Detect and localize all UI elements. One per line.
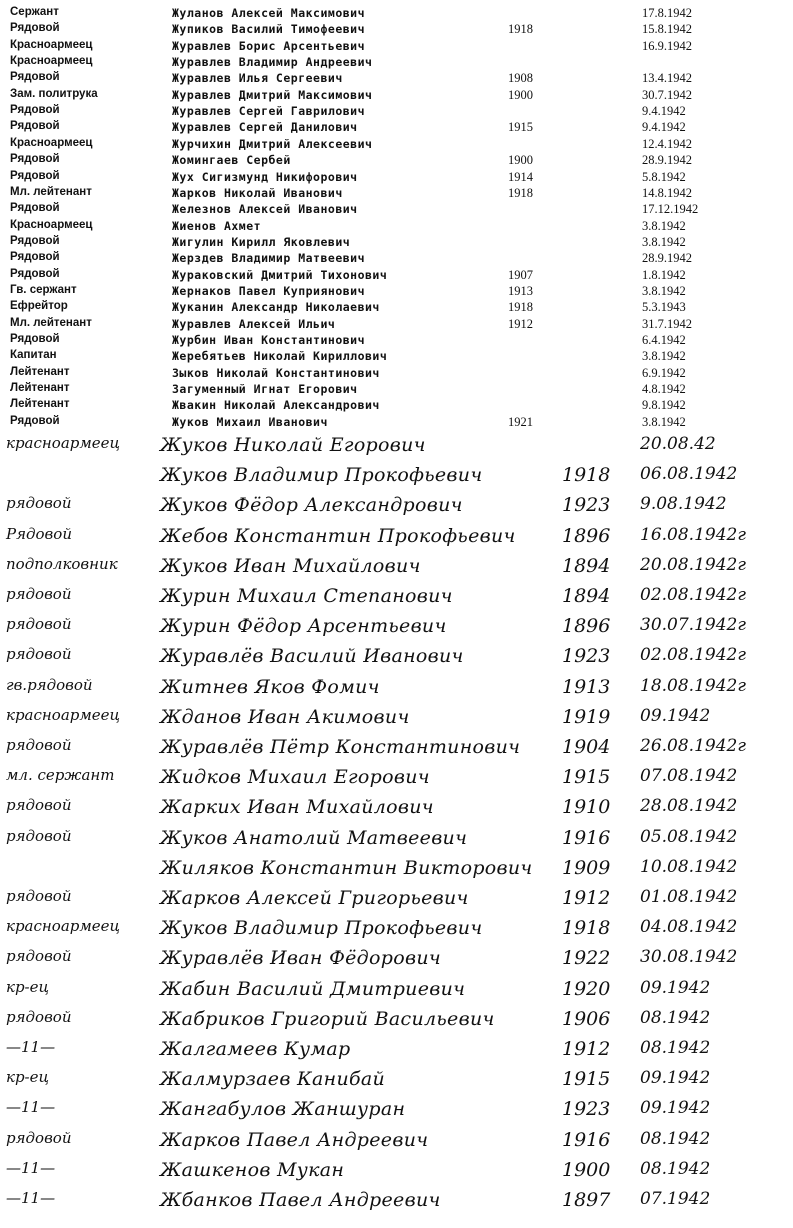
year-cell: 1916 (562, 1128, 611, 1151)
name-cell: Жарких Иван Михайлович (160, 796, 434, 819)
date-cell: 10.08.1942 (640, 856, 738, 877)
date-cell: 9.8.1942 (642, 398, 686, 413)
name-cell: Жбанков Павел Андреевич (160, 1189, 441, 1211)
rank-cell: —11— (6, 1189, 56, 1207)
rank-cell: мл. сержант (6, 766, 115, 785)
date-cell: 16.08.1942г (640, 524, 746, 545)
year-cell: 1910 (562, 796, 611, 819)
name-cell: Жуков Николай Егорович (160, 434, 426, 456)
date-cell: 9.4.1942 (642, 104, 686, 119)
name-cell: Жарков Николай Иванович (172, 185, 343, 200)
year-cell: 1915 (562, 766, 611, 789)
rank-cell: Гв. сержант (10, 283, 77, 296)
rank-cell: гв.рядовой (6, 675, 93, 694)
date-cell: 14.8.1942 (642, 185, 692, 200)
name-cell: Жупиков Василий Тимофеевич (172, 22, 366, 37)
year-cell: 1915 (508, 120, 533, 135)
name-cell: Жерздев Владимир Матвеевич (172, 251, 366, 266)
year-cell: 1894 (562, 585, 611, 607)
rank-cell: рядовой (6, 494, 72, 513)
year-cell: 1913 (562, 675, 611, 698)
rank-cell: Красноармеец (10, 38, 93, 51)
rank-cell: Рядовой (10, 71, 60, 84)
date-cell: 6.9.1942 (642, 365, 686, 380)
date-cell: 5.3.1943 (642, 300, 686, 315)
rank-cell: —11— (6, 1038, 56, 1056)
date-cell: 4.8.1942 (642, 382, 686, 397)
date-cell: 1.8.1942 (642, 267, 686, 282)
rank-cell: Сержант (10, 6, 59, 18)
rank-cell: Рядовой (10, 153, 60, 166)
rank-cell: Лейтенант (10, 398, 70, 411)
date-cell: 30.7.1942 (642, 87, 692, 102)
name-cell: Жидков Михаил Егорович (160, 766, 430, 789)
name-cell: Жданов Иван Акимович (160, 705, 410, 728)
date-cell: 3.8.1942 (642, 283, 686, 298)
date-cell: 08.1942 (640, 1158, 711, 1179)
year-cell: 1916 (562, 826, 611, 849)
date-cell: 02.08.1942г (640, 585, 746, 605)
name-cell: Журчихин Дмитрий Алексеевич (172, 136, 373, 151)
name-cell: Зыков Николай Константинович (172, 365, 380, 380)
date-cell: 09.1942 (640, 705, 711, 726)
year-cell: 1896 (562, 524, 611, 547)
name-cell: Жуков Фёдор Александрович (160, 494, 463, 517)
year-cell: 1913 (508, 283, 533, 298)
year-cell: 1918 (562, 464, 611, 487)
name-cell: Загуменный Игнат Егорович (172, 382, 358, 397)
name-cell: Жуканин Александр Николаевич (172, 300, 380, 315)
rank-cell: рядовой (6, 887, 72, 905)
date-cell: 06.08.1942 (640, 464, 738, 485)
name-cell: Жуков Иван Михайлович (160, 554, 421, 577)
rank-cell: Красноармеец (10, 136, 93, 149)
name-cell: Журин Михаил Степанович (160, 585, 453, 607)
rank-cell: рядовой (6, 1128, 72, 1147)
rank-cell: Рядовой (10, 202, 60, 215)
name-cell: Жабриков Григорий Васильевич (160, 1007, 495, 1030)
rank-cell: Рядовой (10, 22, 60, 35)
name-cell: Жуков Владимир Прокофьевич (160, 917, 483, 940)
rank-cell: Рядовой (10, 251, 60, 264)
date-cell: 9.4.1942 (642, 120, 686, 135)
date-cell: 26.08.1942г (640, 736, 746, 756)
name-cell: Журавлев Борис Арсентьевич (172, 38, 366, 53)
date-cell: 04.08.1942 (640, 917, 738, 938)
name-cell: Жигулин Кирилл Яковлевич (172, 234, 351, 249)
name-cell: Жвакин Николай Александрович (172, 398, 380, 413)
date-cell: 3.8.1942 (642, 349, 686, 364)
date-cell: 30.08.1942 (640, 947, 738, 968)
year-cell: 1897 (562, 1189, 611, 1211)
rank-cell: рядовой (6, 645, 72, 664)
year-cell: 1896 (562, 615, 611, 638)
date-cell: 12.4.1942 (642, 136, 692, 151)
rank-cell: рядовой (6, 826, 72, 845)
date-cell: 09.1942 (640, 1098, 711, 1119)
name-cell: Журбин Иван Константинович (172, 333, 366, 347)
date-cell: 17.12.1942 (642, 202, 699, 217)
date-cell: 05.08.1942 (640, 826, 738, 847)
year-cell: 1912 (562, 1038, 611, 1060)
rank-cell: Рядовой (10, 414, 60, 427)
year-cell: 1900 (508, 87, 533, 102)
name-cell: Журин Фёдор Арсентьевич (160, 615, 447, 638)
year-cell: 1907 (508, 267, 533, 282)
name-cell: Журавлев Илья Сергеевич (172, 71, 343, 86)
name-cell: Журавлев Алексей Ильич (172, 316, 336, 331)
date-cell: 08.1942 (640, 1128, 711, 1149)
rank-cell: Рядовой (10, 267, 60, 280)
rank-cell: Рядовой (10, 104, 60, 117)
rank-cell: Лейтенант (10, 382, 70, 395)
name-cell: Жебов Константин Прокофьевич (160, 524, 516, 547)
year-cell: 1915 (562, 1068, 611, 1091)
date-cell: 08.1942 (640, 1007, 711, 1028)
date-cell: 15.8.1942 (642, 22, 692, 37)
year-cell: 1918 (508, 22, 533, 37)
name-cell: Журавлёв Василий Иванович (160, 645, 464, 668)
year-cell: 1921 (508, 414, 533, 429)
name-cell: Жарков Алексей Григорьевич (160, 887, 469, 909)
year-cell: 1914 (508, 169, 533, 184)
rank-cell: Мл. лейтенант (10, 185, 92, 198)
name-cell: Журавлев Сергей Гаврилович (172, 104, 366, 119)
rank-cell: Рядовой (10, 333, 60, 345)
rank-cell: кр-ец (6, 1068, 49, 1087)
name-cell: Жиляков Константин Викторович (160, 856, 533, 879)
year-cell: 1904 (562, 736, 611, 758)
year-cell: 1906 (562, 1007, 611, 1030)
name-cell: Жух Сигизмунд Никифорович (172, 169, 358, 184)
rank-cell: Ефрейтор (10, 300, 68, 313)
date-cell: 28.9.1942 (642, 251, 692, 266)
name-cell: Житнев Яков Фомич (160, 675, 380, 698)
rank-cell: Лейтенант (10, 365, 70, 378)
year-cell: 1894 (562, 554, 611, 577)
name-cell: Жиенов Ахмет (172, 218, 262, 233)
date-cell: 3.8.1942 (642, 234, 686, 249)
rank-cell: рядовой (6, 615, 72, 634)
name-cell: Журавлёв Иван Фёдорович (160, 947, 441, 970)
year-cell: 1918 (508, 300, 533, 315)
year-cell: 1912 (562, 887, 611, 909)
rank-cell: рядовой (6, 585, 72, 603)
name-cell: Жашкенов Мукан (160, 1158, 345, 1181)
date-cell: 31.7.1942 (642, 316, 692, 331)
date-cell: 5.8.1942 (642, 169, 686, 184)
rank-cell: подполковник (6, 554, 118, 573)
rank-cell: Красноармеец (10, 55, 93, 68)
date-cell: 3.8.1942 (642, 414, 686, 429)
date-cell: 17.8.1942 (642, 6, 692, 20)
name-cell: Жуков Владимир Прокофьевич (160, 464, 483, 487)
date-cell: 09.1942 (640, 1068, 711, 1089)
year-cell: 1923 (562, 494, 611, 517)
date-cell: 6.4.1942 (642, 333, 686, 347)
year-cell: 1918 (562, 917, 611, 940)
name-cell: Жернаков Павел Куприянович (172, 283, 366, 298)
rank-cell: красноармеец (6, 705, 121, 724)
year-cell: 1912 (508, 316, 533, 331)
date-cell: 13.4.1942 (642, 71, 692, 86)
date-cell: 28.08.1942 (640, 796, 738, 817)
name-cell: Жабин Василий Дмитриевич (160, 977, 466, 1000)
year-cell: 1923 (562, 645, 611, 668)
rank-cell: Рядовой (10, 169, 60, 182)
rank-cell: Рядовой (6, 524, 72, 543)
name-cell: Жуков Анатолий Матвеевич (160, 826, 468, 849)
rank-cell: Рядовой (10, 120, 60, 133)
rank-cell: Капитан (10, 349, 57, 362)
year-cell: 1922 (562, 947, 611, 970)
name-cell: Жалмурзаев Канибай (160, 1068, 386, 1091)
rank-cell: —11— (6, 1158, 56, 1177)
date-cell: 02.08.1942г (640, 645, 746, 666)
name-cell: Журавлев Дмитрий Максимович (172, 87, 373, 102)
name-cell: Жангабулов Жаншуран (160, 1098, 406, 1121)
name-cell: Журавлёв Пётр Константинович (160, 736, 521, 758)
year-cell: 1923 (562, 1098, 611, 1121)
name-cell: Журавлев Владимир Андреевич (172, 55, 373, 70)
name-cell: Жарков Павел Андреевич (160, 1128, 429, 1151)
rank-cell: рядовой (6, 736, 72, 754)
name-cell: Жомингаев Сербей (172, 153, 291, 168)
date-cell: 9.08.1942 (640, 494, 727, 515)
date-cell: 30.07.1942г (640, 615, 746, 636)
rank-cell: Красноармеец (10, 218, 93, 231)
rank-cell: Зам. политрука (10, 87, 98, 100)
date-cell: 3.8.1942 (642, 218, 686, 233)
year-cell: 1918 (508, 185, 533, 200)
date-cell: 16.9.1942 (642, 38, 692, 53)
date-cell: 20.08.1942г (640, 554, 746, 575)
date-cell: 18.08.1942г (640, 675, 746, 696)
date-cell: 09.1942 (640, 977, 711, 998)
rank-cell: рядовой (6, 947, 72, 966)
rank-cell: красноармеец (6, 917, 121, 936)
date-cell: 07.08.1942 (640, 766, 738, 787)
name-cell: Жуланов Алексей Максимович (172, 6, 366, 20)
year-cell: 1919 (562, 705, 611, 728)
rank-cell: кр-ец (6, 977, 49, 996)
rank-cell: —11— (6, 1098, 56, 1117)
rank-cell: рядовой (6, 1007, 72, 1026)
rank-cell: Рядовой (10, 234, 60, 247)
date-cell: 20.08.42 (640, 434, 716, 454)
year-cell: 1908 (508, 71, 533, 86)
year-cell: 1900 (508, 153, 533, 168)
rank-cell: Мл. лейтенант (10, 316, 92, 329)
name-cell: Журавлев Сергей Данилович (172, 120, 358, 135)
name-cell: Жеребятьев Николай Кириллович (172, 349, 388, 364)
date-cell: 28.9.1942 (642, 153, 692, 168)
name-cell: Железнов Алексей Иванович (172, 202, 358, 217)
year-cell: 1920 (562, 977, 611, 1000)
name-cell: Жалгамеев Кумар (160, 1038, 351, 1060)
name-cell: Жуков Михаил Иванович (172, 414, 328, 429)
year-cell: 1900 (562, 1158, 611, 1181)
rank-cell: рядовой (6, 796, 72, 815)
year-cell: 1909 (562, 856, 611, 879)
rank-cell: красноармеец (6, 434, 121, 452)
date-cell: 01.08.1942 (640, 887, 738, 907)
date-cell: 08.1942 (640, 1038, 711, 1058)
date-cell: 07.1942 (640, 1189, 711, 1209)
name-cell: Жураковский Дмитрий Тихонович (172, 267, 388, 282)
